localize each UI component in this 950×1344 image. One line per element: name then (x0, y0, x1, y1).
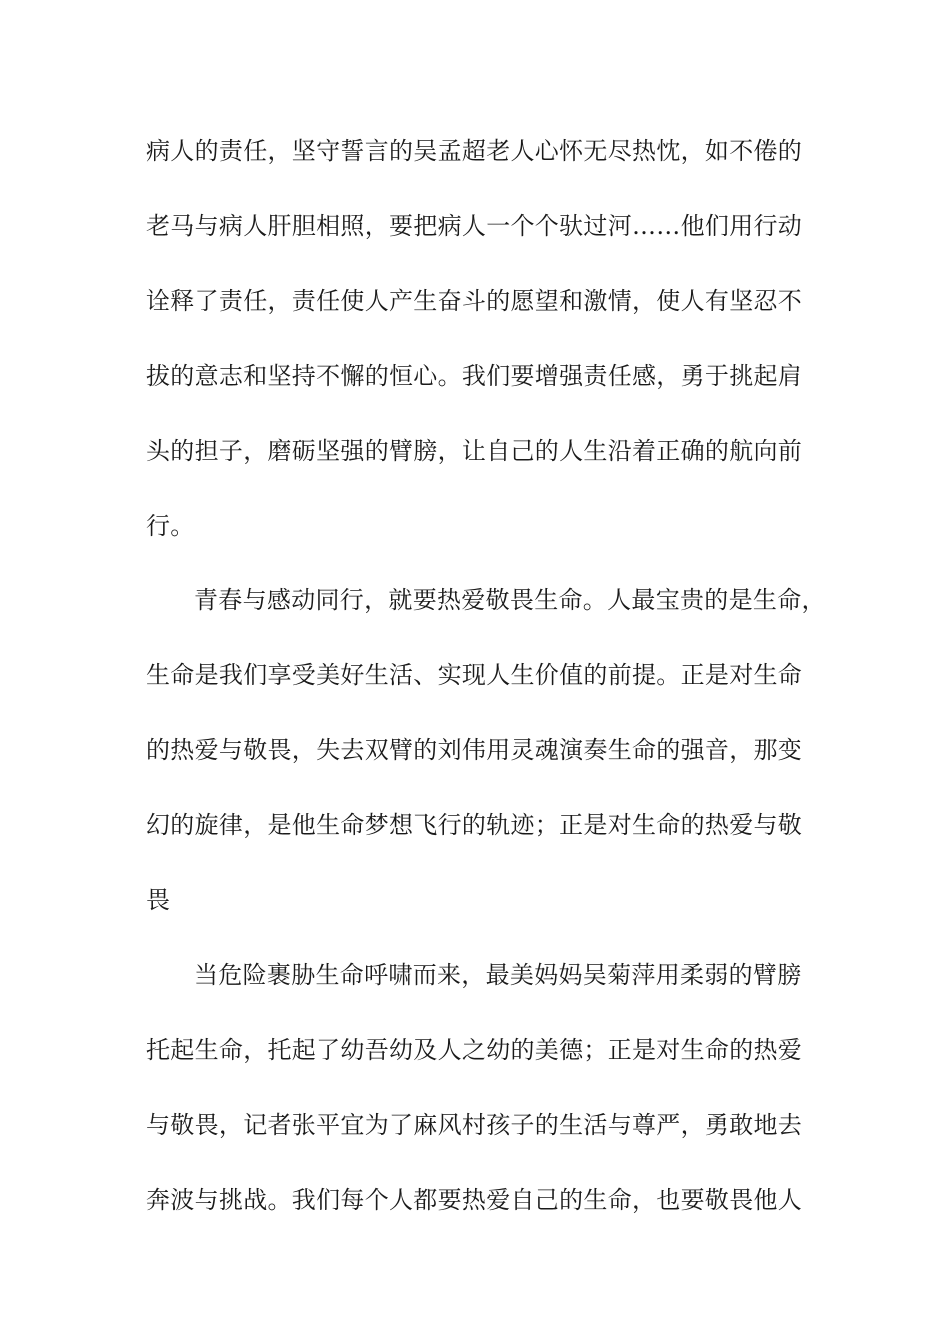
paragraph-start-line: 当危险裹胁生命呼啸而来，最美妈妈吴菊萍用柔弱的臂膀 (194, 961, 802, 989)
text-line: 生命是我们享受美好生活、实现人生价值的前提。正是对生命 (146, 661, 803, 689)
text-line: 幻的旋律，是他生命梦想飞行的轨迹；正是对生命的热爱与敬 (146, 811, 803, 839)
text-line: 拔的意志和坚持不懈的恒心。我们要增强责任感，勇于挑起肩 (146, 362, 803, 390)
text-line: 诠释了责任，责任使人产生奋斗的愿望和激情，使人有坚忍不 (146, 287, 803, 315)
text-line: 病人的责任，坚守誓言的吴孟超老人心怀无尽热忱，如不倦的 (146, 137, 803, 165)
paragraph-start-line: 青春与感动同行，就要热爱敬畏生命。人最宝贵的是生命， (194, 586, 826, 614)
text-line: 托起生命，托起了幼吾幼及人之幼的美德；正是对生命的热爱 (146, 1036, 803, 1064)
text-line: 畏 (146, 886, 171, 914)
text-line: 的热爱与敬畏，失去双臂的刘伟用灵魂演奏生命的强音，那变 (146, 736, 803, 764)
text-line: 老马与病人肝胆相照，要把病人一个个驮过河……他们用行动 (146, 212, 803, 240)
text-line: 奔波与挑战。我们每个人都要热爱自己的生命，也要敬畏他人 (146, 1186, 803, 1214)
text-line: 与敬畏，记者张平宜为了麻风村孩子的生活与尊严，勇敢地去 (146, 1111, 803, 1139)
text-line: 头的担子，磨砺坚强的臂膀，让自己的人生沿着正确的航向前 (146, 437, 803, 465)
text-line: 行。 (146, 512, 195, 540)
